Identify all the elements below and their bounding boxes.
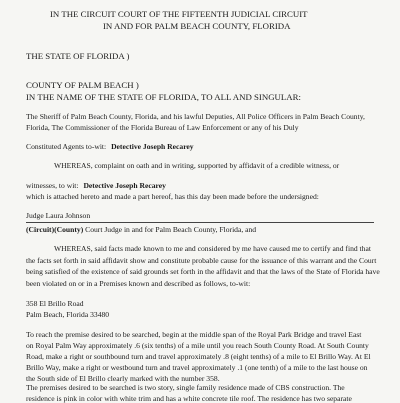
witness-name: Detective Joseph Recarey [83, 181, 166, 190]
caption-county: COUNTY OF PALM BEACH ) [26, 80, 139, 90]
whereas-findings-line1: WHEREAS, said facts made known to me and considered by me have caused me to certify and find that [54, 244, 371, 253]
judge-name: Judge Laura Johnson [26, 211, 91, 220]
directions-line1: To reach the premise desired to be searched, begin at the middle span of the Royal Park Bridge and travel East [26, 330, 362, 339]
whereas-findings-line2: the facts set forth in said affidavit show and constitute probable cause for the issuance of this warrant and the Court [26, 256, 377, 265]
sheriff-paragraph-line2: Florida, The Commissioner of the Florida Bureau of Law Enforcement or any of his Duly [26, 123, 299, 132]
agents-label: Constituted Agents to-wit: [26, 142, 107, 151]
whereas-findings-line4: been violated on or in a Premises known and described as follows, to-wit: [26, 279, 251, 288]
premises-address-line2: Palm Beach, Florida 33480 [26, 310, 110, 319]
caption-in-the-name: IN THE NAME OF THE STATE OF FLORIDA, TO ALL AND SINGULAR: [26, 92, 301, 102]
court-heading-line1: IN THE CIRCUIT COURT OF THE FIFTEENTH JUDICIAL CIRCUIT [50, 9, 308, 19]
sheriff-paragraph-line1: The Sheriff of Palm Beach County, Florida, and his lawful Deputies, All Police Officers in Palm Beach County, [26, 112, 365, 121]
premises-description-line1: The premises desired to be searched is two story, single family residence made of CBS construction. The [26, 383, 345, 392]
directions-line2: on Royal Palm Way approximately .6 (six tenths) of a mile until you reach South County Road. At South County [26, 341, 369, 350]
judge-signature-rule [26, 222, 374, 223]
whereas-complaint: WHEREAS, complaint on oath and in writing, supported by affidavit of a credible witness, or [54, 161, 340, 170]
whereas-findings-line3: being satisfied of the existence of said grounds set forth in the affidavit and that the laws of the State of Florida have [26, 267, 380, 276]
judge-court-line [26, 226, 256, 234]
witnesses-line [26, 182, 166, 190]
witnesses-label: witnesses, to wit: [26, 181, 79, 190]
caption-state: THE STATE OF FLORIDA ) [26, 51, 130, 61]
judge-court-label: (Circuit)(County) [26, 225, 84, 234]
attached-line: which is attached hereto and made a part hereof, has this day been made before the undersigned: [26, 192, 319, 201]
agent-name: Detective Joseph Recarey [111, 142, 194, 151]
directions-line4: Brillo Way, make a right or westbound turn and travel approximately .1 (one tenth) of a mile to the last house on [26, 363, 368, 372]
judge-court-rest: Court Judge in and for Palm Beach County, Florida, and [83, 225, 257, 234]
court-heading-line2: IN AND FOR PALM BEACH COUNTY, FLORIDA [103, 21, 291, 31]
premises-description-line2: residence is pink in color with white trim and has a white concrete tile roof. The residence has two separate [26, 394, 352, 403]
agents-line [26, 143, 194, 151]
directions-line5: the South side of El Brillo clearly marked with the number 358. [26, 374, 220, 383]
directions-line3: Road, make a right or southbound turn and travel approximately .8 (eight tenths) of a mile to El Brillo Way. At El [26, 352, 371, 361]
premises-address-line1: 358 El Brillo Road [26, 299, 84, 308]
